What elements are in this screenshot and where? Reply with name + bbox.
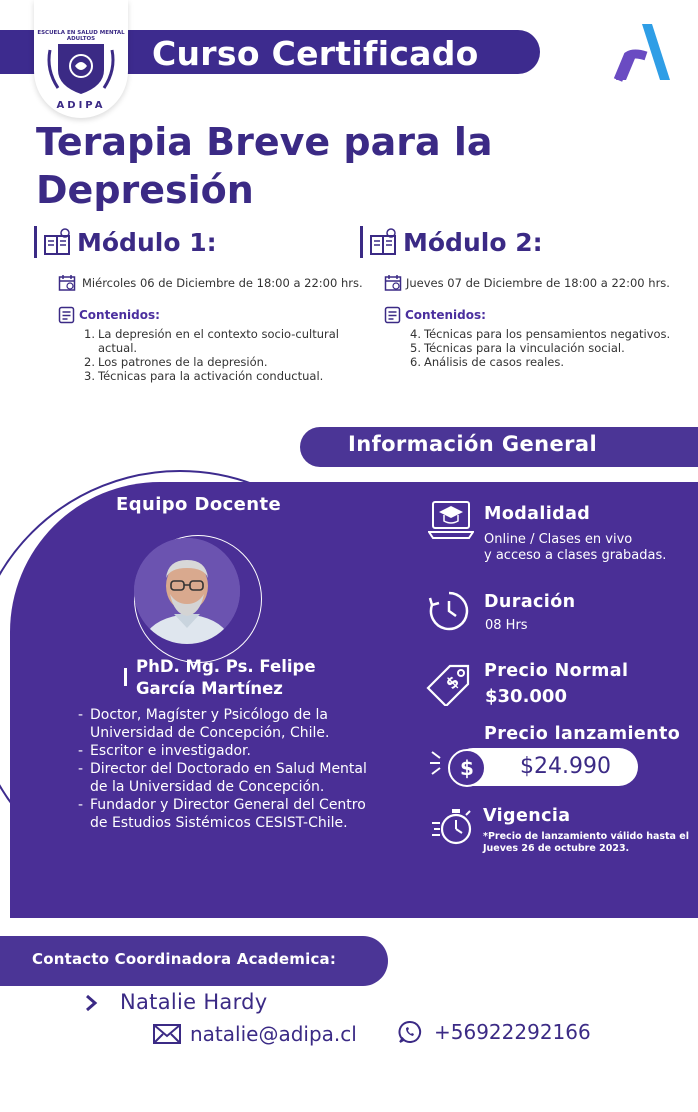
course-title-line1: Terapia Breve para la [36,120,493,164]
precio-normal-title: Precio Normal [484,661,629,681]
module-2 [360,226,690,258]
svg-text:ADULTOS: ADULTOS [66,36,96,42]
module-2-header [360,226,690,258]
list-item: - Doctor, Magíster y Psicólogo de la Universidad de Concepción, Chile. [78,707,330,741]
list-item: - Director del Doctorado en Salud Mental de la Universidad de Concepción. [78,761,367,795]
laptop-graduation-icon [428,496,474,540]
contact-name: Natalie Hardy [120,990,268,1014]
dollar-icon: $ [448,749,486,787]
contact-email[interactable]: natalie@adipa.cl [190,1022,357,1046]
list-item: 6. Análisis de casos reales. [410,355,565,369]
whatsapp-icon [398,1020,422,1044]
info-header-title: Información General [348,432,598,456]
contact-phone-row[interactable] [398,1020,591,1044]
duracion-value: 08 Hrs [485,618,528,633]
list-item: 3. Técnicas para la activación conductual. [84,369,324,383]
module-2-date: Jueves 07 de Diciembre de 18:00 a 22:00 hrs. [406,276,670,290]
list-item: - Escritor e investigador. [78,743,251,759]
list-item: 1. La depresión en el contexto socio-cultural actual. [84,327,340,355]
calendar-icon [58,274,76,292]
stopwatch-icon [430,805,476,847]
module-1-contents-header [58,306,160,324]
contact-title: Contacto Coordinadora Academica: [32,950,337,968]
chevron-right-icon [84,994,98,1012]
list-item: 5. Técnicas para la vinculación social. [410,341,625,355]
module-bar [34,226,37,258]
module-1 [34,226,364,258]
module-2-date-row [384,274,670,292]
module-1-date-row [58,274,363,292]
banner-title: Curso Certificado [152,34,479,73]
clock-icon [428,590,470,632]
brand-mark-icon [612,22,670,82]
module-2-contents-header [384,306,486,324]
calendar-icon [384,274,402,292]
svg-text:$: $ [441,671,463,694]
module-1-contents-list [84,327,354,383]
mail-icon [152,1023,182,1045]
price-tag-icon [424,660,474,706]
svg-text:ESCUELA EN SALUD MENTAL: ESCUELA EN SALUD MENTAL [37,30,125,36]
module-1-contents-label: Contenidos: [79,308,160,322]
precio-normal-value: $30.000 [485,686,567,707]
teacher-name: PhD. Mg. Ps. Felipe García Martínez [136,657,316,698]
logo-crest-icon [34,0,128,118]
contact-phone[interactable]: +56922292166 [434,1020,591,1044]
course-title [36,118,556,214]
module-book-icon [369,228,399,256]
teacher-photo [134,538,240,644]
modalidad-text: Online / Clases en vivo y acceso a clases grabadas. [484,532,667,563]
course-title-line2: Depresión [36,168,254,212]
avatar [134,538,240,644]
contents-list-icon [58,306,76,324]
module-2-contents-list [410,327,692,369]
teacher-bio [78,706,378,832]
team-title: Equipo Docente [116,494,282,515]
adipa-logo [34,0,128,118]
contents-list-icon [384,306,402,324]
vigencia-note: *Precio de lanzamiento válido hasta el Jueves 26 de octubre 2023. [483,831,689,854]
list-item: 4. Técnicas para los pensamientos negativos. [410,327,671,341]
module-2-contents-label: Contenidos: [405,308,486,322]
module-book-icon [43,228,73,256]
vigencia-title: Vigencia [483,806,571,826]
module-2-title: Módulo 2: [403,227,543,257]
precio-lanzamiento-value: $24.990 [520,754,611,779]
modalidad-title: Modalidad [484,504,591,524]
module-1-date: Miércoles 06 de Diciembre de 18:00 a 22:00 hrs. [82,276,363,290]
list-item: - Fundador y Director General del Centro de Estudios Sistémicos CESIST-Chile. [78,797,366,831]
duracion-title: Duración [484,592,576,612]
contact-email-row[interactable] [152,1022,357,1046]
module-1-header [34,226,364,258]
module-bar [360,226,363,258]
module-1-title: Módulo 1: [77,227,217,257]
svg-text:ADIPA: ADIPA [56,100,106,111]
teacher-bar [124,668,127,686]
precio-lanzamiento-title: Precio lanzamiento [484,724,681,744]
list-item: 2. Los patrones de la depresión. [84,355,268,369]
